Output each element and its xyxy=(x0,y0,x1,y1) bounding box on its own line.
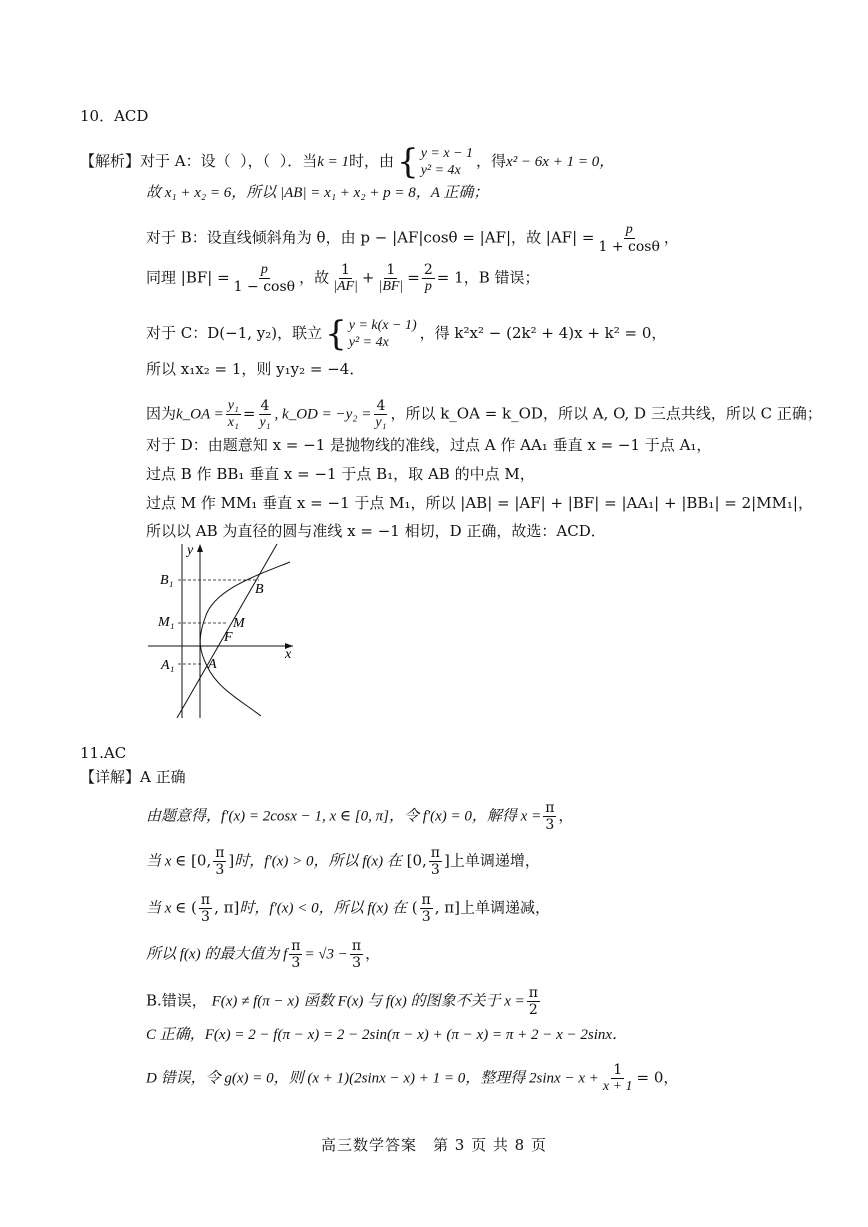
k-oa-label: k_OA = xyxy=(176,406,224,423)
q11-l4-text-b: = √3 − xyxy=(304,946,348,963)
inv-bf-den: |BF| xyxy=(378,279,404,294)
q11-l2-text-a: 当 x ∈ xyxy=(146,853,187,870)
q11-line-6: C 正确，F(x) = 2 − f(π − x) = 2 − 2sin(π − x) + (π − x) = π + 2 − x − 2sinx． xyxy=(146,1027,628,1043)
q10-system-2: { y = k(x − 1) y² = 4x xyxy=(325,314,417,354)
equals-sign: = xyxy=(407,268,420,287)
q10-b-text-1: 对于 B：设直线倾斜角为 θ，由 p − |AF|cosθ = |AF|，故 |AF| = xyxy=(146,228,595,247)
one-num: 1 xyxy=(613,1062,623,1078)
four-num-2: 4 xyxy=(376,398,386,414)
interval-3-left: ( xyxy=(191,898,197,917)
one-over-x-plus-1 xyxy=(601,1062,635,1095)
q11-l1-text: 由题意得，f′(x) = 2cosx − 1, x ∈ [0, π]，令 f′(x) = 0，解得 x = xyxy=(146,808,542,825)
pi-over-2 xyxy=(527,985,540,1018)
af-fraction xyxy=(596,222,661,255)
pi-over-3-a xyxy=(543,800,556,833)
question-10-title: 10．ACD xyxy=(80,107,149,125)
y1-den: y₁ xyxy=(259,415,271,430)
q10-c-text-5: ，所以 k_OA = k_OD，所以 A, O, D 三点共线，所以 C 正确； xyxy=(390,404,822,423)
q11-l5-text-b: F(x) ≠ f(π − x) xyxy=(211,993,300,1010)
y1-num: y₁ xyxy=(227,398,239,413)
q10-c-text-2: ，得 k²x² − (2k² + 4)x + k² = 0， xyxy=(419,324,667,342)
two-over-p xyxy=(422,262,435,295)
q10-d-text-1: 对于 D：由题意知 x = −1 是抛物线的准线，过点 A 作 AA₁ 垂直 x = −1 于点 A₁， xyxy=(146,436,712,454)
pi-num-c: π xyxy=(430,845,440,861)
q11-l4-text-a: 所以 f(x) 的最大值为 f xyxy=(146,946,288,963)
three-den-a: 3 xyxy=(545,817,555,833)
q10-part-b-line-2 xyxy=(146,262,539,295)
q11-line-1: 由题意得，f′(x) = 2cosx − 1, x ∈ [0, π]，令 f′(x) = 0，解得 x = $\frac{\pi}{3}$ ， xyxy=(146,800,574,833)
analysis-tag: 【解析】 xyxy=(80,152,141,170)
bf-fraction xyxy=(232,262,297,295)
equals-one: = 1 xyxy=(436,268,464,287)
interval-2-left: [0, xyxy=(406,851,427,870)
system-2-row-1: y = k(x − 1) xyxy=(348,318,417,333)
inverse-bf xyxy=(376,262,405,295)
pi-num-g: π xyxy=(351,938,362,954)
label-b1: B₁ xyxy=(160,573,174,588)
q11-line-5 xyxy=(146,985,542,1018)
pi-over-3-c xyxy=(429,845,442,878)
plus-sign: + xyxy=(361,268,375,287)
label-x: x xyxy=(285,647,292,662)
q10-part-b-line-1: 对于 B：设直线倾斜角为 θ，由 p − |AF|cosθ = |AF|，故 |AF| = $\frac{p}{1 + \cos\theta}$ ， xyxy=(146,222,679,255)
q11-l3-text-a: 当 x ∈ xyxy=(146,900,187,917)
two-num: 2 xyxy=(423,262,433,278)
parabola-figure xyxy=(145,540,305,720)
q10-system-1: { y = x − 1 y² = 4x xyxy=(397,142,474,182)
label-a1: A₁ xyxy=(161,658,175,673)
inv-af-num: 1 xyxy=(341,262,350,278)
q10-a-text-2: ），（ xyxy=(240,152,271,170)
af-denominator: 1 + cosθ xyxy=(598,239,660,255)
q10-a-text-1: 对于 A：设（ xyxy=(140,152,231,170)
three-den-b: 3 xyxy=(215,862,225,878)
page-footer: 高三数学答案 第 3 页 共 8 页 xyxy=(321,1136,547,1154)
q10-a-result: 故 x₁ + x₂ = 6，所以 |AB| = x₁ + x₂ + p = 8，A 正确； xyxy=(146,185,489,201)
interval-2-right: ] xyxy=(443,851,450,870)
bf-denominator: 1 − cosθ xyxy=(233,279,296,295)
system-2-row-2: y² = 4x xyxy=(348,335,389,350)
label-a: A xyxy=(208,657,217,672)
q10-c-text-3: 所以 x₁x₂ = 1，则 y₁y₂ = −4． xyxy=(146,360,365,378)
q11-line-2 xyxy=(146,845,540,878)
label-b: B xyxy=(255,582,264,597)
inv-bf-num: 1 xyxy=(386,262,396,278)
q10-part-c-line-1 xyxy=(146,314,667,354)
parabola-curve xyxy=(200,562,290,716)
pi-over-3-d xyxy=(199,892,212,925)
pi-num-f: π xyxy=(291,938,301,954)
inverse-af xyxy=(331,262,360,295)
y1-den-2: y₁ xyxy=(375,415,387,430)
x1-den: x₁ xyxy=(227,415,239,430)
xp1-den: x + 1 xyxy=(602,1079,633,1094)
system-1-row-1: y = x − 1 xyxy=(420,146,474,161)
q11-l3-text-c: 上单调递减， xyxy=(460,898,551,917)
inv-af-den: |AF| xyxy=(333,279,358,294)
q10-b-text-4: ，B 错误； xyxy=(463,268,540,287)
label-m1: M₁ xyxy=(158,615,175,630)
pi-num-h: π xyxy=(528,985,538,1001)
q11-line-7 xyxy=(146,1062,678,1095)
pi-over-3-e xyxy=(420,892,433,925)
label-y: y xyxy=(187,543,194,558)
q11-l7-text-a: D 错误，令 g(x) = 0，则 (x + 1)(2sinx − x) + 1 = 0，整理得 2sinx − x + xyxy=(146,1070,599,1087)
q10-a-text-4: 时，由 xyxy=(349,152,395,170)
pi-over-3-g xyxy=(350,938,363,971)
q11-line-4: 所以 f(x) 的最大值为 f $\frac{\pi}{3}$ = √3 − $\frac{\pi}{3}$ ， xyxy=(146,938,381,971)
interval-4-right: , π] xyxy=(434,898,460,917)
q10-d-text-3: 过点 M 作 MM₁ 垂直 x = −1 于点 M₁，所以 |AB| = |AF| + |BF| = |AA₁| + |BB₁| = 2|MM₁|， xyxy=(146,494,813,512)
af-numerator: p xyxy=(625,222,633,237)
interval-3-right: , π] xyxy=(214,898,240,917)
q10-a-text-3: ）．当 xyxy=(279,152,318,170)
p-den: p xyxy=(424,279,432,294)
two-den: 2 xyxy=(528,1002,538,1018)
bf-numerator: p xyxy=(260,262,268,277)
q10-part-c-line-3 xyxy=(146,398,822,431)
four-over-y1-2 xyxy=(373,398,388,431)
q10-a-text-5: ，得 xyxy=(476,152,507,170)
q10-quadratic: x² − 6x + 1 = 0， xyxy=(506,154,615,170)
three-den-g: 3 xyxy=(352,955,361,971)
q10-d-text-2: 过点 B 作 BB₁ 垂直 x = −1 于点 B₁，取 AB 的中点 M， xyxy=(146,465,535,483)
label-m: M xyxy=(233,616,245,631)
q10-c-text-1: 对于 C：D(−1, y₂)，联立 xyxy=(146,324,323,342)
pi-over-3-f xyxy=(289,938,302,971)
q11-l7-text-b: = 0， xyxy=(636,1068,679,1087)
q11-line-3 xyxy=(146,892,550,925)
pi-num-a: π xyxy=(545,800,555,816)
pi-over-3-b xyxy=(213,845,226,878)
system-1-row-2: y² = 4x xyxy=(420,163,461,178)
three-den-f: 3 xyxy=(291,955,301,971)
label-f: F xyxy=(224,630,233,645)
y1-over-x1 xyxy=(226,398,241,431)
interval-4-left: ( xyxy=(411,898,418,917)
four-num: 4 xyxy=(260,398,270,414)
pi-num-e: π xyxy=(421,892,431,908)
q10-b-text-3: ，故 xyxy=(299,268,330,287)
pi-num-b: π xyxy=(215,845,225,861)
q10-k-value: k = 1 xyxy=(317,154,350,170)
three-den-e: 3 xyxy=(421,909,431,925)
three-den-d: 3 xyxy=(201,909,210,925)
four-over-y1 xyxy=(257,398,272,431)
interval-1-right: ] xyxy=(228,851,235,870)
q10-d-text-4: 所以以 AB 为直径的圆与准线 x = −1 相切，D 正确，故选：ACD． xyxy=(146,522,606,540)
q11-l5-text-a: B.错误， xyxy=(146,991,207,1010)
equals-sign-2: = xyxy=(242,404,256,423)
q11-l5-text-c: 函数 F(x) 与 f(x) 的图象不关于 x = xyxy=(303,993,525,1010)
question-11-title: 11.AC xyxy=(80,744,127,762)
q11-l3-text-b: 时，f′(x) < 0，所以 f(x) 在 xyxy=(239,900,407,917)
q11-l2-text-c: 上单调递增， xyxy=(449,851,540,870)
q10-b-text-2: 同理 |BF| = xyxy=(146,268,230,287)
y-axis-arrow xyxy=(197,544,203,552)
three-den-c: 3 xyxy=(430,862,440,878)
q10-c-text-4: 因为 xyxy=(146,404,177,423)
k-od-label: , k_OD = −y₂ = xyxy=(274,406,372,423)
q10-part-a-line xyxy=(80,142,615,182)
q11-l2-text-b: 时，f′(x) > 0，所以 f(x) 在 xyxy=(234,853,402,870)
interval-1-left: [0, xyxy=(191,851,212,870)
pi-num-d: π xyxy=(200,892,211,908)
q11-detail-tag: 【详解】A 正确 xyxy=(80,768,186,786)
